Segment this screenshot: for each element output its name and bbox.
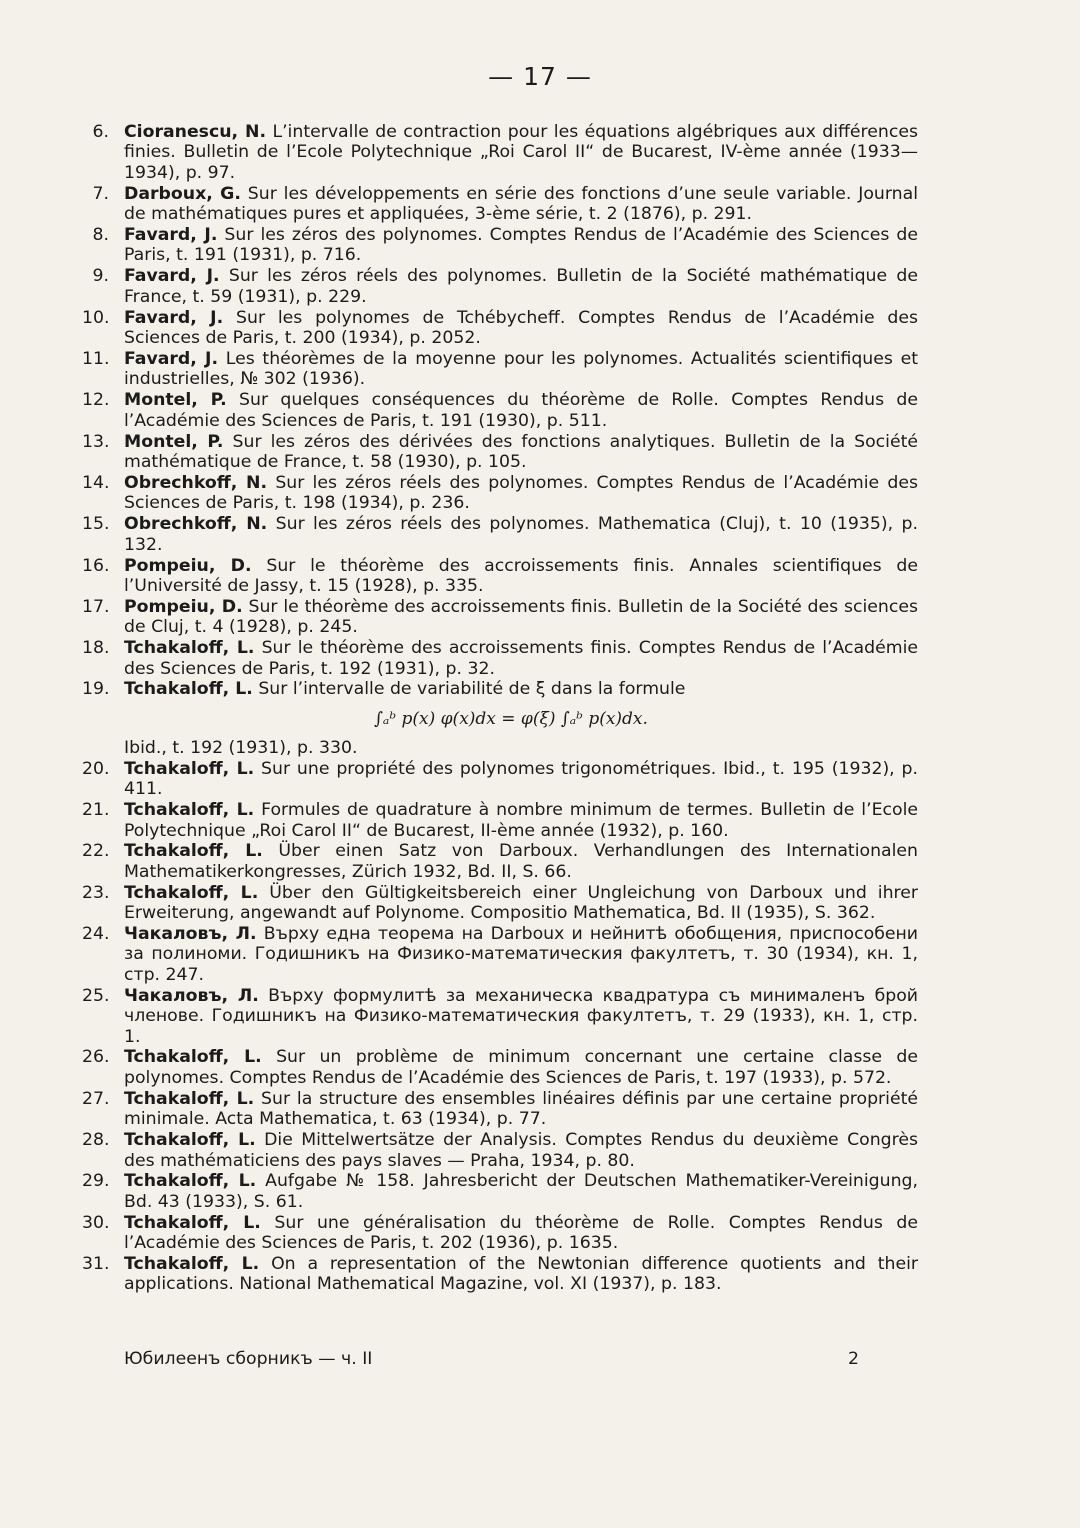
reference-author: Darboux, G. xyxy=(124,183,241,204)
footer-title: Юбилеенъ сборникъ — ч. II xyxy=(124,1349,373,1369)
reference-author: Чакаловъ, Л. xyxy=(124,985,259,1006)
reference-text: Formules de quadrature à nombre minimum de termes. Bulletin de l’Ecole Polytechnique „Roi Carol II“ de Bucarest, II-ème année (1932), p. 160. xyxy=(124,800,919,841)
reference-number: 6. xyxy=(92,122,109,142)
reference-item xyxy=(82,1171,918,1212)
reference-author: Tchakaloff, L. xyxy=(124,758,255,779)
reference-author: Tchakaloff, L. xyxy=(124,882,259,903)
reference-text: Les théorèmes de la moyenne pour les polynomes. Actualités scientifiques et industrielles, № 302 (1936). xyxy=(124,348,918,390)
reference-text: Aufgabe № 158. Jahresbericht der Deutschen Mathematiker-Vereinigung, Bd. 43 (1933), S. 61. xyxy=(124,1171,918,1212)
reference-author: Tchakaloff, L. xyxy=(124,679,253,700)
reference-number: 8. xyxy=(92,225,109,246)
reference-item xyxy=(82,308,918,349)
reference-number: 12. xyxy=(82,390,110,411)
reference-continuation: Ibid., t. 192 (1931), p. 330. xyxy=(124,737,358,758)
reference-text: L’intervalle de contraction pour les équations algébriques aux différences finies. Bulletin de l’Ecole Polytechnique „Roi Carol II“ de Bucarest, IV-ème année (1933—1934), p. 97. xyxy=(124,122,918,183)
reference-number: 21. xyxy=(82,800,110,821)
reference-item xyxy=(82,349,918,390)
reference-item xyxy=(82,1254,918,1295)
footer-sheet-number: 2 xyxy=(848,1349,859,1369)
reference-text: Sur un problème de minimum concernant une certaine classe de polynomes. Comptes Rendus de l’Académie des Sciences de Paris, t. 197 (1933), p. 572. xyxy=(124,1047,918,1088)
reference-text: Sur une généralisation du théorème de Rolle. Comptes Rendus de l’Académie des Sciences de Paris, t. 202 (1936), p. 1635. xyxy=(124,1212,918,1254)
reference-number: 22. xyxy=(82,841,110,862)
reference-item xyxy=(82,184,918,225)
reference-author: Montel, P. xyxy=(124,431,224,452)
reference-item xyxy=(82,556,918,597)
reference-text: Sur le théorème des accroissements finis. Bulletin de la Société des sciences de Cluj, t. 4 (1928), p. 245. xyxy=(124,596,918,638)
reference-author: Tchakaloff, L. xyxy=(124,1254,260,1275)
reference-author: Tchakaloff, L. xyxy=(124,1171,257,1192)
reference-item xyxy=(82,1047,918,1088)
reference-list xyxy=(82,122,918,1295)
reference-number: 7. xyxy=(92,183,109,204)
reference-author: Tchakaloff, L. xyxy=(124,800,255,821)
reference-number: 23. xyxy=(82,882,110,903)
reference-text: Sur les zéros réels des polynomes. Mathematica (Cluj), t. 10 (1935), p. 132. xyxy=(124,514,918,555)
reference-text: Sur le théorème des accroissements finis. Annales scientifiques de l’Université de Jassy, t. 15 (1928), p. 335. xyxy=(124,555,919,596)
reference-author: Pompeiu, D. xyxy=(124,555,252,576)
reference-text: Sur les développements en série des fonctions d’une seule variable. Journal de mathématiques pures et appliquées, 3-ème série, t. 2 (1876), p. 291. xyxy=(124,183,918,225)
reference-text: Sur le théorème des accroissements finis. Comptes Rendus de l’Académie des Sciences de Paris, t. 192 (1931), p. 32. xyxy=(124,638,919,679)
reference-number: 29. xyxy=(82,1171,110,1192)
reference-text: Sur les zéros des dérivées des fonctions analytiques. Bulletin de la Société mathématique de France, t. 58 (1930), p. 105. xyxy=(124,431,919,472)
reference-number: 26. xyxy=(82,1047,110,1068)
reference-item xyxy=(82,679,918,758)
reference-item xyxy=(82,1130,918,1171)
reference-item xyxy=(82,432,918,473)
reference-author: Tchakaloff, L. xyxy=(124,1047,262,1068)
reference-author: Tchakaloff, L. xyxy=(124,1088,255,1109)
reference-text: Die Mittelwertsätze der Analysis. Comptes Rendus du deuxième Congrès des mathématiciens des pays slaves — Praha, 1934, p. 80. xyxy=(124,1130,918,1171)
reference-number: 13. xyxy=(82,431,110,452)
reference-text: Sur la structure des ensembles linéaires définis par une certaine propriété minimale. Acta Mathematica, t. 63 (1934), p. 77. xyxy=(124,1088,918,1130)
reference-number: 9. xyxy=(92,266,109,287)
reference-text: Sur une propriété des polynomes trigonométriques. Ibid., t. 195 (1932), p. 411. xyxy=(124,758,919,800)
reference-item xyxy=(82,122,918,183)
reference-item xyxy=(82,638,918,679)
reference-text: Über den Gültigkeitsbereich einer Ungleichung von Darboux und ihrer Erweiterung, angewandt auf Polynome. Compositio Mathematica, Bd. II (1935), S. 362. xyxy=(124,882,918,924)
reference-number: 25. xyxy=(82,985,110,1006)
reference-number: 11. xyxy=(82,348,110,369)
reference-item xyxy=(82,473,918,514)
reference-author: Tchakaloff, L. xyxy=(124,1130,256,1151)
reference-item xyxy=(82,759,918,800)
reference-text: Върху една теорема на Darboux и нейнитѣ обобщения, приспособени за полиноми. Годишникъ на Физико-математическия факултетъ, т. 30 (1934), кн. 1, стр. 247. xyxy=(124,924,919,985)
reference-text: Sur les zéros réels des polynomes. Comptes Rendus de l’Académie des Sciences de Paris, t. 198 (1934), p. 236. xyxy=(124,472,918,514)
reference-item xyxy=(82,883,918,924)
reference-author: Cioranescu, N. xyxy=(124,122,267,142)
reference-number: 10. xyxy=(82,307,110,328)
reference-number: 18. xyxy=(82,638,110,659)
reference-text: Sur les polynomes de Tchébycheff. Comptes Rendus de l’Académie des Sciences de Paris, t. 200 (1934), p. 2052. xyxy=(124,307,918,349)
reference-item xyxy=(82,225,918,266)
reference-number: 31. xyxy=(82,1254,110,1275)
reference-item xyxy=(82,514,918,555)
reference-number: 20. xyxy=(82,758,110,779)
reference-item xyxy=(82,800,918,841)
reference-text: Über einen Satz von Darboux. Verhandlungen des Internationalen Mathematikerkongresses, Zürich 1932, Bd. II, S. 66. xyxy=(124,841,918,882)
reference-number: 30. xyxy=(82,1212,110,1233)
reference-text: Sur l’intervalle de variabilité de ξ dans la formule xyxy=(258,679,686,700)
reference-number: 24. xyxy=(82,924,110,945)
reference-author: Favard, J. xyxy=(124,266,220,287)
reference-author: Favard, J. xyxy=(124,348,219,369)
reference-text: Sur quelques conséquences du théorème de Rolle. Comptes Rendus de l’Académie des Sciences de Paris, t. 191 (1930), p. 511. xyxy=(124,390,919,431)
reference-number: 15. xyxy=(82,514,110,535)
reference-item xyxy=(82,597,918,638)
page-number: — 17 — xyxy=(488,62,592,91)
reference-author: Favard, J. xyxy=(124,225,218,246)
reference-author: Favard, J. xyxy=(124,307,224,328)
reference-author: Tchakaloff, L. xyxy=(124,638,255,659)
reference-author: Чакаловъ, Л. xyxy=(124,924,257,945)
reference-author: Obrechkoff, N. xyxy=(124,472,268,493)
reference-number: 16. xyxy=(82,555,110,576)
reference-author: Obrechkoff, N. xyxy=(124,514,268,535)
reference-number: 27. xyxy=(82,1088,110,1109)
reference-text: Върху формулитѣ за механическа квадратура съ минималенъ брой членове. Годишникъ на Физико-математическия факултетъ, т. 29 (1933), кн. 1, стр. 1. xyxy=(124,985,918,1047)
reference-author: Tchakaloff, L. xyxy=(124,841,263,862)
reference-author: Tchakaloff, L. xyxy=(124,1212,261,1233)
reference-number: 14. xyxy=(82,472,110,493)
reference-number: 17. xyxy=(82,596,110,617)
reference-item xyxy=(82,390,918,431)
reference-formula: ∫ₐᵇ p(x) φ(x)dx = φ(ξ) ∫ₐᵇ p(x)dx. xyxy=(374,708,648,729)
reference-item xyxy=(82,924,918,985)
reference-number: 19. xyxy=(82,679,110,700)
reference-item xyxy=(82,1213,918,1254)
reference-author: Pompeiu, D. xyxy=(124,596,243,617)
reference-item xyxy=(82,841,918,882)
reference-text: On a representation of the Newtonian difference quotients and their applications. National Mathematical Magazine, vol. XI (1937), p. 183. xyxy=(124,1254,919,1295)
reference-item xyxy=(82,266,918,307)
reference-item xyxy=(82,986,918,1047)
reference-author: Montel, P. xyxy=(124,390,227,411)
reference-text: Sur les zéros des polynomes. Comptes Rendus de l’Académie des Sciences de Paris, t. 191 (1931), p. 716. xyxy=(124,225,918,266)
reference-item xyxy=(82,1089,918,1130)
reference-text: Sur les zéros réels des polynomes. Bulletin de la Société mathématique de France, t. 59 (1931), p. 229. xyxy=(124,266,918,307)
reference-number: 28. xyxy=(82,1130,110,1151)
